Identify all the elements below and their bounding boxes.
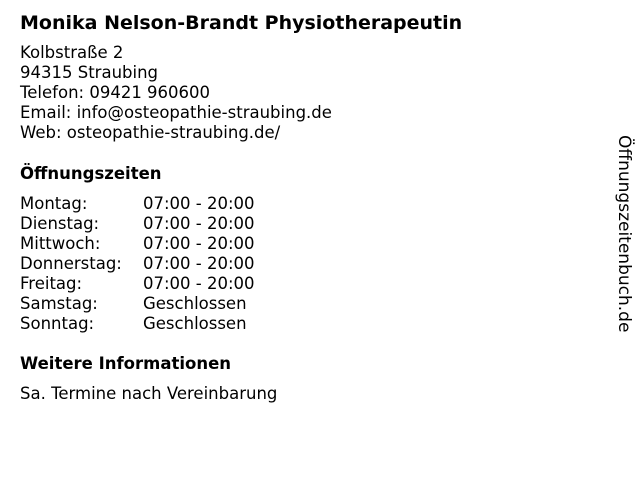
- time-value: 07:00 - 20:00: [143, 274, 255, 293]
- more-info-heading: Weitere Informationen: [20, 354, 232, 373]
- time-value: Geschlossen: [143, 294, 247, 313]
- phone-number: Telefon: 09421 960600: [20, 83, 211, 102]
- hours-row-wednesday: [20, 234, 255, 254]
- city-postcode: 94315 Straubing: [20, 63, 159, 82]
- time-value: 07:00 - 20:00: [143, 234, 255, 253]
- more-info-text: Sa. Termine nach Vereinbarung: [20, 384, 278, 403]
- day-label: Donnerstag:: [20, 254, 122, 273]
- website-address: Web: osteopathie-straubing.de/: [20, 123, 281, 142]
- day-label: Sonntag:: [20, 314, 95, 333]
- business-name: Monika Nelson-Brandt Physiotherapeutin: [20, 12, 463, 34]
- day-label: Montag:: [20, 194, 88, 213]
- address-block: [20, 43, 332, 143]
- opening-hours-table: [20, 194, 255, 334]
- hours-row-thursday: [20, 254, 255, 274]
- email-address: Email: info@osteopathie-straubing.de: [20, 103, 332, 122]
- opening-hours-heading: Öffnungszeiten: [20, 164, 162, 183]
- hours-row-sunday: [20, 314, 255, 334]
- time-value: 07:00 - 20:00: [143, 194, 255, 213]
- hours-row-saturday: [20, 294, 255, 314]
- time-value: Geschlossen: [143, 314, 247, 333]
- hours-row-friday: [20, 274, 255, 294]
- side-brand-watermark: Öffnungszeitenbuch.de: [614, 135, 634, 333]
- time-value: 07:00 - 20:00: [143, 214, 255, 233]
- day-label: Dienstag:: [20, 214, 100, 233]
- hours-row-tuesday: [20, 214, 255, 234]
- time-value: 07:00 - 20:00: [143, 254, 255, 273]
- day-label: Mittwoch:: [20, 234, 101, 253]
- hours-row-monday: [20, 194, 255, 214]
- street-address: Kolbstraße 2: [20, 43, 124, 62]
- day-label: Samstag:: [20, 294, 98, 313]
- day-label: Freitag:: [20, 274, 83, 293]
